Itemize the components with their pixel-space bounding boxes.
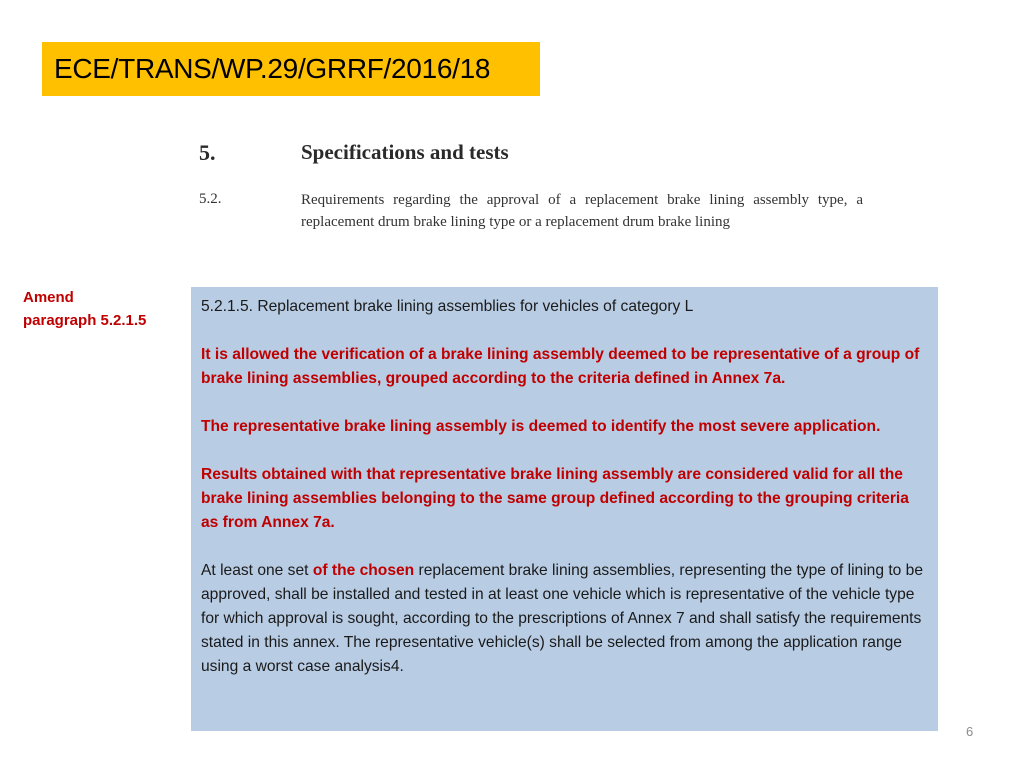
amendment-heading: 5.2.1.5. Replacement brake lining assemblies for vehicles of category L bbox=[201, 298, 694, 315]
amend-label bbox=[23, 286, 183, 332]
section-title: Specifications and tests bbox=[301, 140, 509, 164]
regulation-excerpt bbox=[199, 138, 879, 258]
document-id-text: ECE/TRANS/WP.29/GRRF/2016/18 bbox=[54, 53, 491, 84]
document-id-banner bbox=[42, 42, 540, 96]
amendment-paragraph-1: It is allowed the verification of a brake lining assembly deemed to be representative of a group of brake lining assemblies, grouped according to the criteria defined in Annex 7a. bbox=[201, 346, 920, 387]
amend-label-line1: Amend bbox=[23, 289, 74, 306]
section-number: 5. bbox=[199, 140, 216, 165]
subsection-text: Requirements regarding the approval of a replacement brake lining assembly type, a replacement drum brake lining type or a replacement drum brake lining bbox=[301, 192, 863, 230]
amendment-paragraph-3: Results obtained with that representative brake lining assembly are considered valid for all the brake lining assemblies belonging to the same group defined according to the grouping criteria as from Annex 7a. bbox=[201, 466, 909, 531]
page-number: 6 bbox=[966, 724, 974, 739]
amendment-text-box bbox=[191, 287, 938, 731]
subsection-number: 5.2. bbox=[199, 191, 222, 207]
paragraph-4-highlight: of the chosen bbox=[312, 562, 415, 579]
amendment-paragraph-2: The representative brake lining assembly is deemed to identify the most severe application. bbox=[201, 418, 881, 435]
paragraph-4-end: replacement brake lining assemblies, representing the type of lining to be approved, shall be installed and tested in at least one vehicle which is representative of the vehicle type for which approval is sought, according to the prescriptions of Annex 7 and shall satisfy the requirements stated in this annex. The representative vehicle(s) shall be selected from among the application range using a worst case analysis4. bbox=[201, 562, 924, 675]
paragraph-4-start: At least one set bbox=[201, 562, 313, 579]
amendment-paragraph-4 bbox=[201, 559, 928, 679]
amend-label-line2: paragraph 5.2.1.5 bbox=[23, 312, 147, 329]
